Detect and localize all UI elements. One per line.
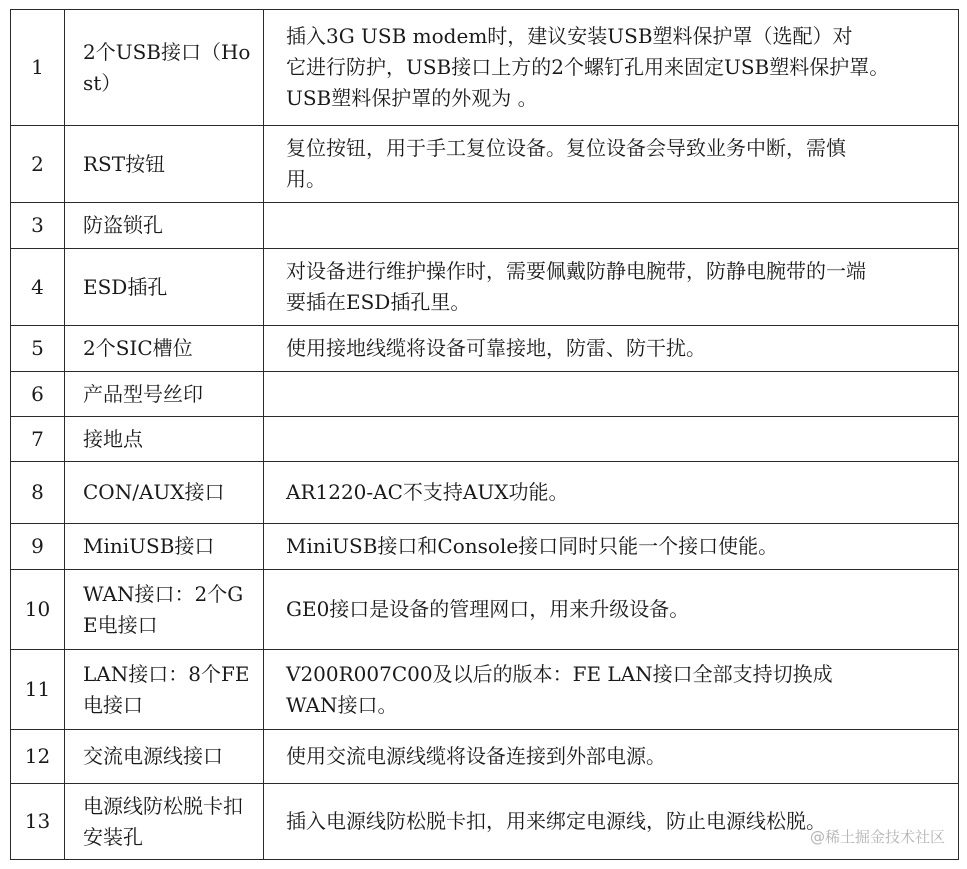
table-row [11, 570, 959, 650]
component-name: 2个USB接口（Host） [65, 10, 264, 126]
component-name: RST按钮 [65, 126, 264, 203]
component-description: 插入3G USB modem时，建议安装USB塑料保护罩（选配）对 它进行防护，USB接口上方的2个螺钉孔用来固定USB塑料保护罩。 USB塑料保护罩的外观为 。 [264, 10, 959, 126]
component-name: CON/AUX接口 [65, 462, 264, 524]
row-number: 6 [11, 372, 65, 417]
row-number: 5 [11, 326, 65, 372]
table-row [11, 126, 959, 203]
component-description: GE0接口是设备的管理网口，用来升级设备。 [264, 570, 959, 650]
table-row [11, 203, 959, 249]
component-description: 对设备进行维护操作时，需要佩戴防静电腕带，防静电腕带的一端 要插在ESD插孔里。 [264, 249, 959, 326]
component-description [264, 417, 959, 462]
component-name: 交流电源线接口 [65, 730, 264, 784]
watermark-text: @稀土掘金技术社区 [809, 828, 945, 846]
component-name: ESD插孔 [65, 249, 264, 326]
table-row [11, 524, 959, 570]
table-row [11, 326, 959, 372]
table-row [11, 462, 959, 524]
row-number: 13 [11, 784, 65, 860]
row-number: 1 [11, 10, 65, 126]
table-row [11, 730, 959, 784]
component-description: AR1220-AC不支持AUX功能。 [264, 462, 959, 524]
component-name: MiniUSB接口 [65, 524, 264, 570]
component-name: LAN接口：8个FE电接口 [65, 650, 264, 730]
row-number: 10 [11, 570, 65, 650]
row-number: 12 [11, 730, 65, 784]
row-number: 3 [11, 203, 65, 249]
row-number: 7 [11, 417, 65, 462]
table-row [11, 249, 959, 326]
component-description: 使用接地线缆将设备可靠接地，防雷、防干扰。 [264, 326, 959, 372]
row-number: 8 [11, 462, 65, 524]
component-description [264, 372, 959, 417]
table-row [11, 372, 959, 417]
spec-table-body [11, 10, 959, 860]
row-number: 2 [11, 126, 65, 203]
table-row [11, 784, 959, 860]
component-description [264, 203, 959, 249]
row-number: 9 [11, 524, 65, 570]
component-description: V200R007C00及以后的版本：FE LAN接口全部支持切换成 WAN接口。 [264, 650, 959, 730]
component-description: 使用交流电源线缆将设备连接到外部电源。 [264, 730, 959, 784]
component-name: WAN接口：2个GE电接口 [65, 570, 264, 650]
row-number: 11 [11, 650, 65, 730]
component-name: 电源线防松脱卡扣安装孔 [65, 784, 264, 860]
row-number: 4 [11, 249, 65, 326]
table-row [11, 650, 959, 730]
component-description: 插入电源线防松脱卡扣，用来绑定电源线，防止电源线松脱。 [264, 784, 959, 860]
component-name: 2个SIC槽位 [65, 326, 264, 372]
component-name: 接地点 [65, 417, 264, 462]
component-name: 防盗锁孔 [65, 203, 264, 249]
spec-table [10, 9, 959, 860]
component-name: 产品型号丝印 [65, 372, 264, 417]
component-description: MiniUSB接口和Console接口同时只能一个接口使能。 [264, 524, 959, 570]
table-row [11, 417, 959, 462]
table-row [11, 10, 959, 126]
component-description: 复位按钮，用于手工复位设备。复位设备会导致业务中断，需慎 用。 [264, 126, 959, 203]
